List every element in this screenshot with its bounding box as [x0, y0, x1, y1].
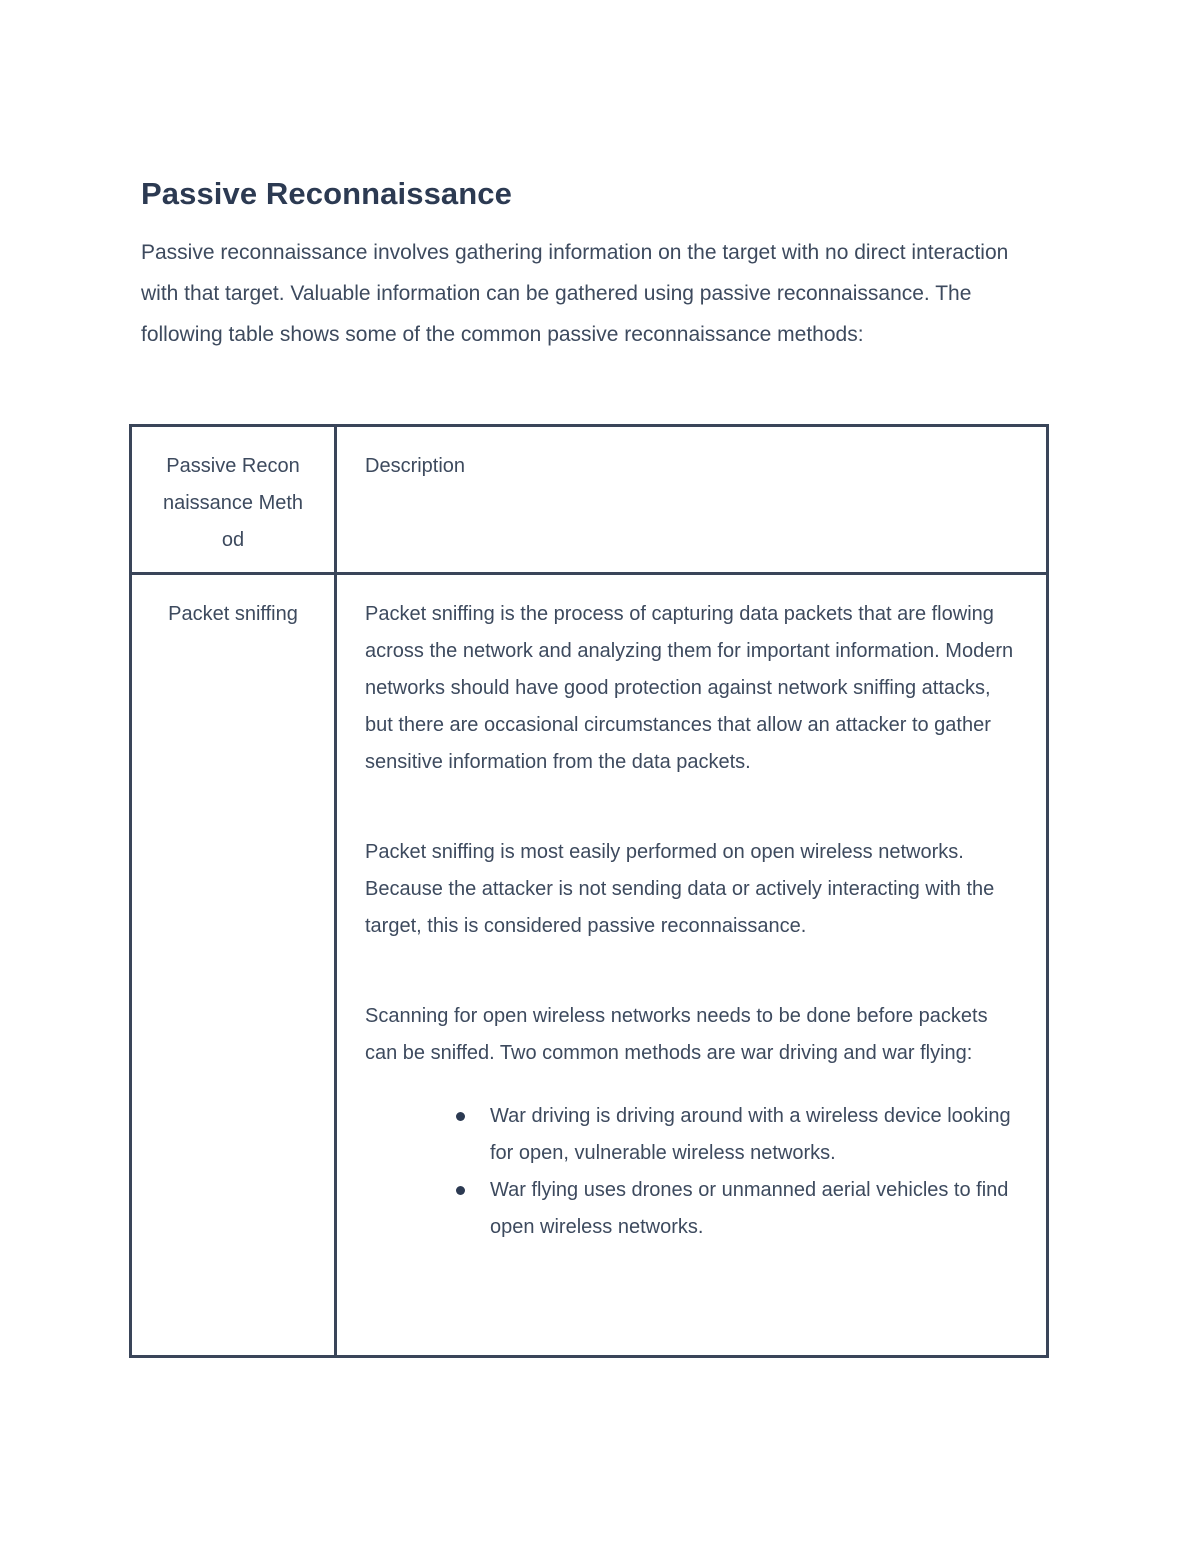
- header-cell-description: [336, 426, 1048, 574]
- table-row: [131, 574, 1048, 1357]
- description-paragraph: Packet sniffing is the process of capturing data packets that are flowing across the network and analyzing them for important information. Modern networks should have good protection against network sniffing attacks, but there are occasional circumstances that allow an attacker to gather sensitive information from the data packets.: [365, 603, 1014, 773]
- method-name: Packet sniffing: [168, 603, 298, 625]
- description-content: [337, 575, 1046, 1246]
- method-cell: [131, 574, 336, 1357]
- page-title: Passive Reconnaissance: [141, 176, 512, 211]
- list-item-text: War driving is driving around with a wireless device looking for open, vulnerable wireless networks.: [490, 1105, 1011, 1164]
- list-item: [490, 1098, 1018, 1172]
- bullet-icon: [456, 1112, 465, 1121]
- description-paragraph: Packet sniffing is most easily performed on open wireless networks. Because the attacker is not sending data or actively interacting with the target, this is considered passive reconnaissance.: [365, 841, 995, 937]
- table-header-row: [131, 426, 1048, 574]
- intro-paragraph: Passive reconnaissance involves gathering information on the target with no direct interaction with that target. Valuable information can be gathered using passive reconnaissance. The following table shows some of the common passive reconnaissance methods:: [141, 241, 1009, 346]
- header-description-label: Description: [365, 455, 466, 477]
- list-item: [490, 1172, 1018, 1246]
- list-item-text: War flying uses drones or unmanned aerial vehicles to find open wireless networks.: [490, 1179, 1009, 1238]
- description-cell: [336, 574, 1048, 1357]
- header-cell-method: [131, 426, 336, 574]
- description-paragraph: Scanning for open wireless networks needs to be done before packets can be sniffed. Two common methods are war driving and war flying:: [365, 1005, 988, 1064]
- bullet-icon: [456, 1186, 465, 1195]
- methods-bullet-list: [365, 1098, 1018, 1246]
- reconnaissance-methods-table: [129, 424, 1049, 1358]
- header-method-label: Passive Reconnaissance Method: [162, 455, 304, 551]
